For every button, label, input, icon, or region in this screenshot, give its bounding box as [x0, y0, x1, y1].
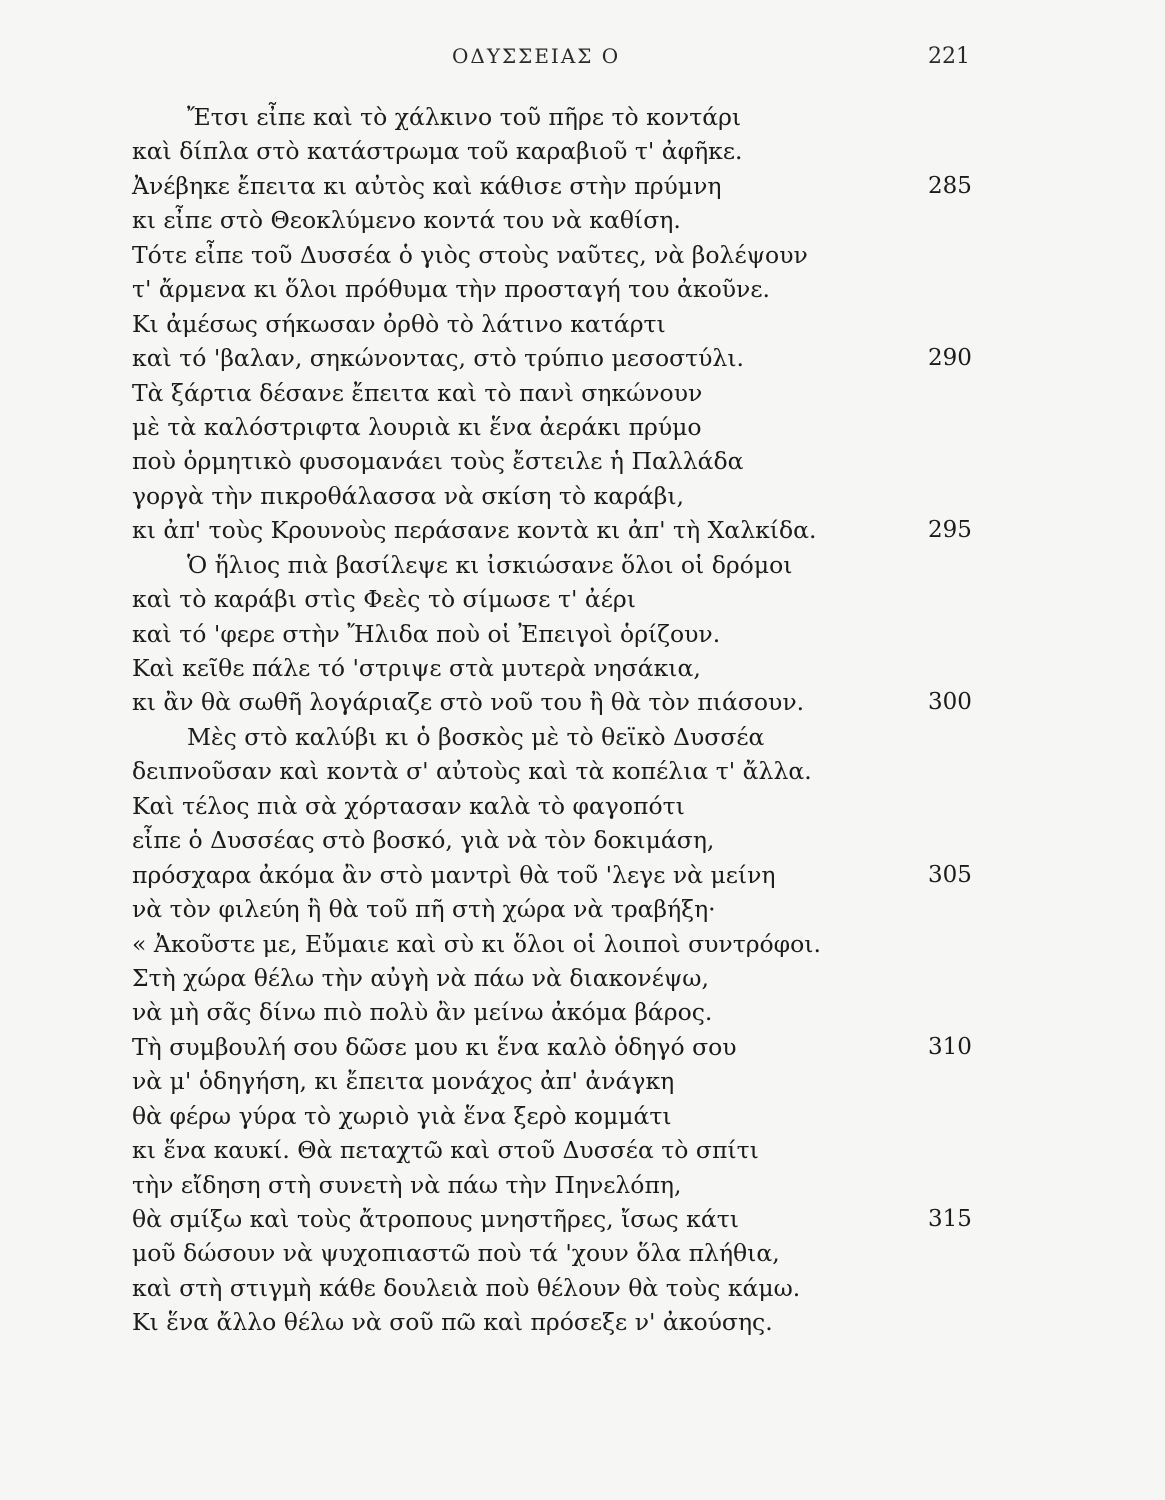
verse-text: καὶ τὸ καράβι στὶς Φεὲς τὸ σίμωσε τ' ἀέρι — [132, 585, 636, 614]
verse-text: τὴν εἴδηση στὴ συνετὴ νὰ πάω τὴν Πηνελόπη, — [132, 1170, 682, 1199]
verse-text: « Ἀκοῦστε με, Εὔμαιε καὶ σὺ κι ὅλοι οἱ λοιποὶ συντρόφοι. — [132, 929, 821, 958]
verse-text: μὲ τὰ καλόστριφτα λουριὰ κι ἕνα ἀεράκι πρύμο — [132, 412, 702, 441]
verse-line — [0, 1236, 1165, 1270]
verse-block — [0, 100, 1165, 1340]
verse-text: γοργὰ τὴν πικροθάλασσα νὰ σκίση τὸ καράβι, — [132, 481, 685, 510]
line-number: 300 — [928, 689, 972, 716]
verse-line — [0, 1305, 1165, 1339]
verse-line — [0, 1271, 1165, 1305]
verse-text: νὰ μ' ὁδηγήση, κι ἔπειτα μονάχος ἀπ' ἀνάγκη — [132, 1067, 675, 1096]
verse-line — [0, 203, 1165, 237]
verse-line — [0, 376, 1165, 410]
verse-line — [0, 1099, 1165, 1133]
verse-text: νὰ μὴ σᾶς δίνω πιὸ πολὺ ἂν μείνω ἀκόμα βάρος. — [132, 998, 713, 1027]
line-number: 290 — [928, 345, 972, 372]
verse-line — [0, 479, 1165, 513]
verse-line — [0, 823, 1165, 857]
verse-text: τ' ἄρμενα κι ὅλοι πρόθυμα τὴν προσταγή του ἀκοῦνε. — [132, 275, 770, 304]
verse-text: Ὁ ἥλιος πιὰ βασίλεψε κι ἰσκιώσανε ὅλοι οἱ δρόμοι — [187, 550, 793, 579]
verse-line — [0, 169, 1165, 203]
verse-text: Ἀνέβηκε ἔπειτα κι αὐτὸς καὶ κάθισε στὴν πρύμνη — [132, 171, 722, 200]
line-number: 295 — [928, 517, 972, 544]
line-number: 310 — [928, 1033, 972, 1060]
verse-line — [0, 1030, 1165, 1064]
verse-line — [0, 961, 1165, 995]
verse-text: Καὶ τέλος πιὰ σὰ χόρτασαν καλὰ τὸ φαγοπότι — [132, 791, 685, 820]
verse-line — [0, 858, 1165, 892]
verse-text: Τὴ συμβουλή σου δῶσε μου κι ἕνα καλὸ ὁδηγό σου — [132, 1032, 737, 1061]
verse-text: κι ἀπ' τοὺς Κρουνοὺς περάσανε κοντὰ κι ἀπ' τὴ Χαλκίδα. — [132, 516, 817, 545]
verse-line — [0, 1202, 1165, 1236]
verse-line — [0, 720, 1165, 754]
line-number: 315 — [928, 1206, 972, 1232]
verse-line — [0, 238, 1165, 272]
verse-line — [0, 1064, 1165, 1098]
verse-line — [0, 582, 1165, 616]
verse-text: εἶπε ὁ Δυσσέας στὸ βοσκό, γιὰ νὰ τὸν δοκιμάση, — [132, 826, 715, 855]
verse-line — [0, 892, 1165, 926]
verse-line — [0, 927, 1165, 961]
verse-text: Καὶ κεῖθε πάλε τό 'στριψε στὰ μυτερὰ νησάκια, — [132, 654, 701, 682]
verse-text: μοῦ δώσουν νὰ ψυχοπιαστῶ ποὺ τά 'χουν ὅλα πλήθια, — [132, 1239, 780, 1268]
verse-line — [0, 410, 1165, 444]
verse-text: πρόσχαρα ἀκόμα ἂν στὸ μαντρὶ θὰ τοῦ 'λεγε νὰ μείνη — [132, 860, 776, 889]
verse-line — [0, 100, 1165, 134]
verse-text: κι ἕνα καυκί. Θὰ πεταχτῶ καὶ στοῦ Δυσσέα τὸ σπίτι — [132, 1136, 759, 1165]
verse-line — [0, 1168, 1165, 1202]
verse-text: Τότε εἶπε τοῦ Δυσσέα ὁ γιὸς στοὺς ναῦτες, νὰ βολέψουν — [132, 240, 808, 269]
line-number: 285 — [928, 172, 972, 199]
verse-text: νὰ τὸν φιλεύη ἢ θὰ τοῦ πῆ στὴ χώρα νὰ τραβήξη· — [132, 895, 716, 924]
verse-line — [0, 307, 1165, 341]
verse-line — [0, 134, 1165, 168]
verse-line — [0, 1133, 1165, 1167]
verse-text: Μὲς στὸ καλύβι κι ὁ βοσκὸς μὲ τὸ θεϊκὸ Δυσσέα — [187, 722, 765, 751]
verse-text: Κι ἕνα ἄλλο θέλω νὰ σοῦ πῶ καὶ πρόσεξε ν' ἀκούσης. — [132, 1308, 773, 1337]
verse-line — [0, 789, 1165, 823]
verse-line — [0, 341, 1165, 375]
verse-text: καὶ στὴ στιγμὴ κάθε δουλειὰ ποὺ θέλουν θὰ τοὺς κάμω. — [132, 1273, 801, 1302]
verse-text: κι ἂν θὰ σωθῆ λογάριαζε στὸ νοῦ του ἢ θὰ τὸν πιάσουν. — [132, 688, 805, 717]
verse-line — [0, 617, 1165, 651]
page-number: 221 — [928, 44, 970, 69]
verse-line — [0, 754, 1165, 788]
verse-text: δειπνοῦσαν καὶ κοντὰ σ' αὐτοὺς καὶ τὰ κοπέλια τ' ἄλλα. — [132, 757, 812, 786]
verse-line — [0, 548, 1165, 582]
verse-line — [0, 272, 1165, 306]
verse-text: Ἔτσι εἶπε καὶ τὸ χάλκινο τοῦ πῆρε τὸ κοντάρι — [187, 103, 742, 131]
verse-text: κι εἶπε στὸ Θεοκλύμενο κοντά του νὰ καθίση. — [132, 206, 681, 235]
verse-text: Τὰ ξάρτια δέσανε ἔπειτα καὶ τὸ πανὶ σηκώνουν — [132, 378, 703, 407]
line-number: 305 — [928, 861, 972, 888]
verse-text: καὶ δίπλα στὸ κατάστρωμα τοῦ καραβιοῦ τ' ἀφῆκε. — [132, 137, 743, 166]
verse-text: θὰ σμίξω καὶ τοὺς ἄτροπους μνηστῆρες, ἴσως κάτι — [132, 1205, 739, 1233]
verse-text: θὰ φέρω γύρα τὸ χωριὸ γιὰ ἕνα ξερὸ κομμάτι — [132, 1101, 672, 1130]
verse-line — [0, 513, 1165, 547]
verse-text: ποὺ ὁρμητικὸ φυσομανάει τοὺς ἔστειλε ἡ Παλλάδα — [132, 447, 744, 476]
verse-line — [0, 685, 1165, 719]
running-title: ΟΔΥΣΣΕΙΑΣ Ο — [452, 44, 621, 68]
verse-line — [0, 995, 1165, 1029]
verse-text: καὶ τό 'φερε στὴν Ἤλιδα ποὺ οἱ Ἐπειγοὶ ὁρίζουν. — [132, 619, 721, 648]
verse-text: Κι ἀμέσως σήκωσαν ὀρθὸ τὸ λάτινο κατάρτι — [132, 309, 666, 338]
verse-line — [0, 444, 1165, 478]
verse-text: καὶ τό 'βαλαν, σηκώνοντας, στὸ τρύπιο μεσοστύλι. — [132, 344, 745, 373]
verse-text: Στὴ χώρα θέλω τὴν αὐγὴ νὰ πάω νὰ διακονέψω, — [132, 963, 709, 992]
verse-line — [0, 651, 1165, 685]
running-head — [0, 44, 1165, 78]
